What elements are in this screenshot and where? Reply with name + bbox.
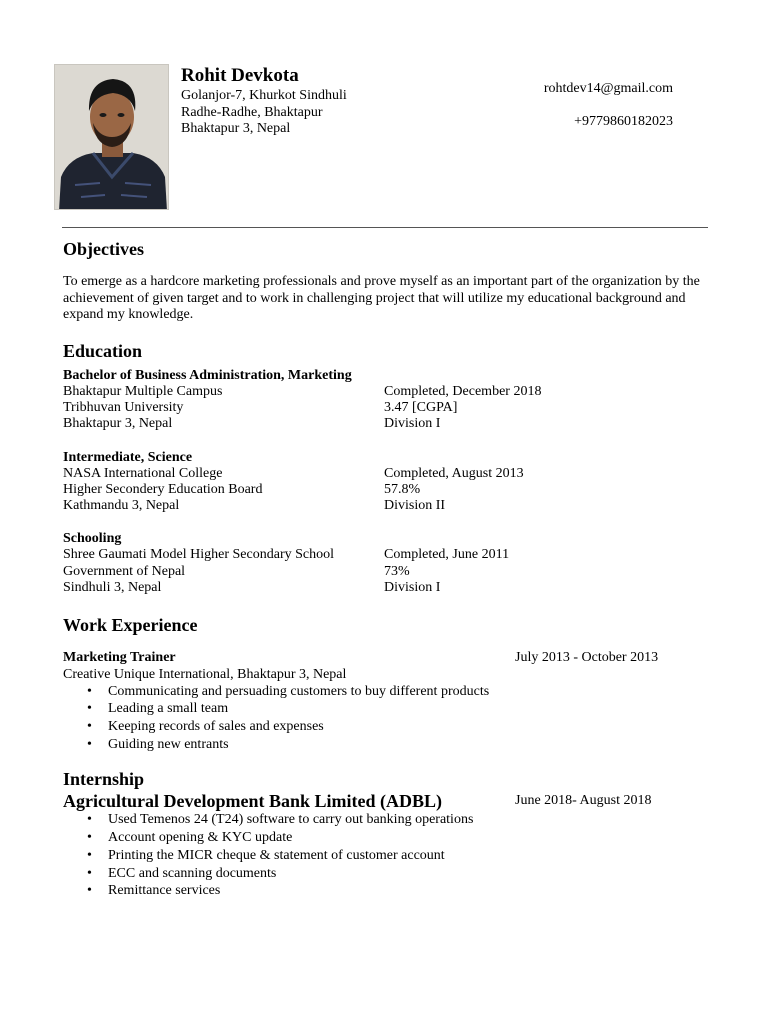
bullet-icon: • — [87, 848, 92, 863]
internship-bullet-text: Account opening & KYC update — [108, 830, 293, 845]
objectives-heading: Objectives — [63, 239, 144, 259]
bullet-icon: • — [87, 719, 92, 734]
work-bullet-1 — [87, 683, 489, 700]
bullet-icon: • — [87, 812, 92, 827]
email-link[interactable]: rohtdev14@gmail.com — [543, 81, 673, 96]
work-experience-heading: Work Experience — [63, 615, 198, 635]
education-division-2: Division II — [384, 498, 446, 513]
education-score-1: 3.47 [CGPA] — [384, 400, 458, 415]
education-institution-2: NASA International College — [63, 466, 223, 481]
internship-bullet-text: Printing the MICR cheque & statement of customer account — [108, 848, 445, 863]
internship-bullet-4 — [87, 865, 276, 882]
work-bullet-text: Communicating and persuading customers to buy different products — [108, 684, 490, 699]
address-line-3: Bhaktapur 3, Nepal — [181, 121, 291, 136]
education-status-2: Completed, August 2013 — [384, 466, 524, 481]
work-bullet-text: Guiding new entrants — [108, 737, 229, 752]
bullet-icon: • — [87, 701, 92, 716]
education-board-1: Tribhuvan University — [63, 400, 184, 415]
internship-dates: June 2018- August 2018 — [515, 793, 652, 808]
education-degree-3: Schooling — [63, 531, 122, 546]
phone-number: +9779860182023 — [574, 114, 673, 129]
internship-bullet-2 — [87, 829, 292, 846]
education-institution-3: Shree Gaumati Model Higher Secondary School — [63, 547, 334, 562]
internship-bullet-text: ECC and scanning documents — [108, 866, 277, 881]
education-location-3: Sindhuli 3, Nepal — [63, 580, 162, 595]
education-heading: Education — [63, 341, 143, 361]
education-division-3: Division I — [384, 580, 441, 595]
work-bullet-3 — [87, 718, 324, 735]
education-location-2: Kathmandu 3, Nepal — [63, 498, 180, 513]
header-divider — [62, 227, 708, 228]
candidate-name: Rohit Devkota — [181, 65, 299, 86]
work-role: Marketing Trainer — [63, 650, 176, 665]
education-board-2: Higher Secondery Education Board — [63, 482, 263, 497]
education-division-1: Division I — [384, 416, 441, 431]
person-portrait-icon — [55, 65, 169, 210]
education-degree-1: Bachelor of Business Administration, Marketing — [63, 368, 352, 383]
bullet-icon: • — [87, 737, 92, 752]
internship-bullet-1 — [87, 811, 473, 828]
education-board-3: Government of Nepal — [63, 564, 186, 579]
education-status-3: Completed, June 2011 — [384, 547, 510, 562]
education-status-1: Completed, December 2018 — [384, 384, 542, 399]
education-degree-2: Intermediate, Science — [63, 450, 193, 465]
work-dates: July 2013 - October 2013 — [515, 650, 659, 665]
work-bullet-4 — [87, 736, 229, 753]
education-score-2: 57.8% — [384, 482, 421, 497]
internship-bullet-text: Used Temenos 24 (T24) software to carry out banking operations — [108, 812, 474, 827]
objectives-text: To emerge as a hardcore marketing professionals and prove myself as an important part of the organization by the achievement of given target and to work in challenging project that will utilize my educational background and expand my knowledge. — [63, 274, 700, 322]
internship-organization: Agricultural Development Bank Limited (ADBL) — [63, 791, 442, 811]
education-location-1: Bhaktapur 3, Nepal — [63, 416, 173, 431]
internship-bullet-3 — [87, 847, 445, 864]
bullet-icon: • — [87, 684, 92, 699]
internship-bullet-text: Remittance services — [108, 883, 221, 898]
address-line-1: Golanjor-7, Khurkot Sindhuli — [181, 88, 347, 103]
bullet-icon: • — [87, 883, 92, 898]
profile-photo — [54, 64, 169, 210]
work-bullet-text: Keeping records of sales and expenses — [108, 719, 324, 734]
bullet-icon: • — [87, 866, 92, 881]
work-bullet-text: Leading a small team — [108, 701, 229, 716]
education-institution-1: Bhaktapur Multiple Campus — [63, 384, 223, 399]
work-bullet-2 — [87, 700, 228, 717]
education-score-3: 73% — [384, 564, 410, 579]
internship-bullet-5 — [87, 882, 220, 899]
address-line-2: Radhe-Radhe, Bhaktapur — [181, 105, 323, 120]
work-company: Creative Unique International, Bhaktapur 3, Nepal — [63, 667, 347, 682]
internship-heading: Internship — [63, 769, 145, 789]
bullet-icon: • — [87, 830, 92, 845]
